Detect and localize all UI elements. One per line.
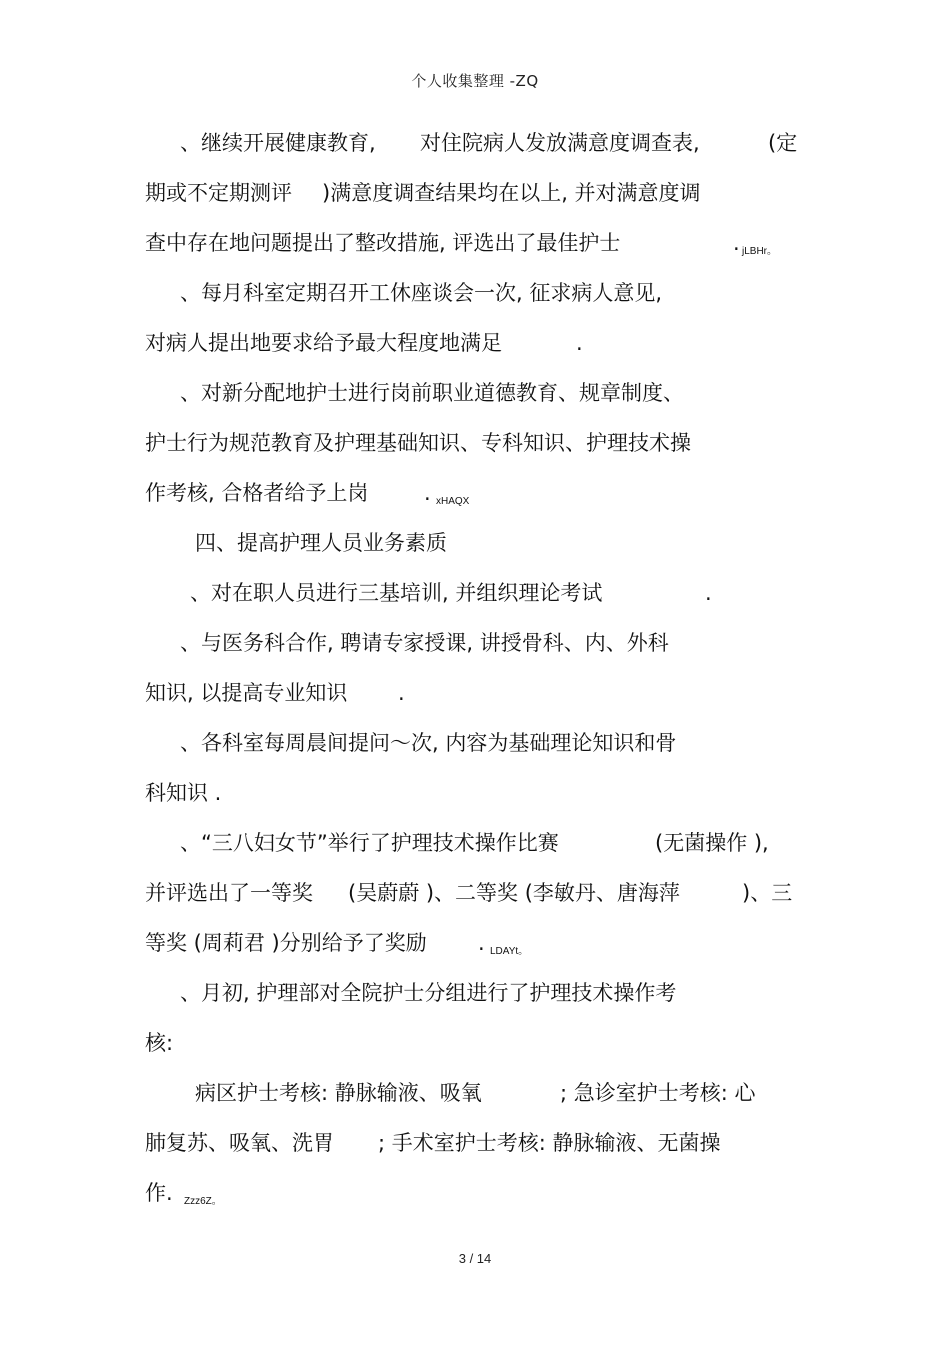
text-line: 病区护士考核: 静脉输液、吸氧 — [195, 1081, 482, 1105]
text-line: (无菌操作 ), — [655, 831, 769, 855]
text-line: 、“三八妇女节”举行了护理技术操作比赛 — [180, 831, 559, 855]
text-line: . — [576, 331, 583, 355]
text-line: ; 急诊室护士考核: 心 — [560, 1081, 756, 1105]
text-line: ; 手术室护士考核: 静脉输液、无菌操 — [378, 1131, 721, 1155]
page-header: 个人收集整理 -ZQ — [411, 72, 539, 90]
text-line: 、对新分配地护士进行岗前职业道德教育、规章制度、 — [180, 381, 684, 405]
reference-code: LDAYt。 — [490, 946, 529, 957]
text-line: )、三 — [742, 881, 793, 905]
text-line: 对病人提出地要求给予最大程度地满足 — [145, 331, 502, 355]
text-line: 并评选出了一等奖 — [145, 881, 313, 905]
text-line: 查中存在地问题提出了整改措施, 评选出了最佳护士 — [145, 231, 621, 255]
text-line: 对住院病人发放满意度调查表, — [420, 131, 700, 155]
text-line: 护士行为规范教育及护理基础知识、专科知识、护理技术操 — [145, 431, 691, 455]
text-line: (定 — [768, 131, 798, 155]
text-line: . — [733, 231, 740, 255]
reference-code: xHAQX — [436, 496, 470, 507]
text-line: 作考核, 合格者给予上岗 — [145, 481, 369, 505]
text-line: 肺复苏、吸氧、洗胃 — [145, 1131, 334, 1155]
text-line: 科知识 . — [145, 781, 222, 805]
text-line: . — [705, 581, 712, 605]
text-line: 、继续开展健康教育, — [180, 131, 376, 155]
text-line: 核: — [145, 1031, 174, 1055]
text-line: 、每月科室定期召开工休座谈会一次, 征求病人意见, — [180, 281, 663, 305]
reference-code: Zzz6Z。 — [184, 1196, 222, 1207]
text-line: (吴蔚蔚 )、二等奖 (李敏丹、唐海萍 — [348, 881, 680, 905]
text-line: . — [398, 681, 405, 705]
text-line: 、与医务科合作, 聘请专家授课, 讲授骨科、内、外科 — [180, 631, 669, 655]
text-line: . — [478, 931, 485, 955]
page-number: 3 / 14 — [458, 1251, 492, 1266]
text-line: 四、提高护理人员业务素质 — [195, 531, 447, 555]
text-line: 知识, 以提高专业知识 — [145, 681, 348, 705]
text-line: )满意度调查结果均在以上, 并对满意度调 — [322, 181, 701, 205]
text-line: . — [424, 481, 431, 505]
text-line: 、对在职人员进行三基培训, 并组织理论考试 — [190, 581, 603, 605]
text-line: 、月初, 护理部对全院护士分组进行了护理技术操作考 — [180, 981, 677, 1005]
text-line: 作. — [145, 1181, 173, 1205]
text-line: 等奖 (周莉君 )分别给予了奖励 — [145, 931, 427, 955]
text-line: 、各科室每周晨间提问～次, 内容为基础理论知识和骨 — [180, 731, 677, 755]
reference-code: jLBHr。 — [742, 246, 778, 257]
text-line: 期或不定期测评 — [145, 181, 292, 205]
